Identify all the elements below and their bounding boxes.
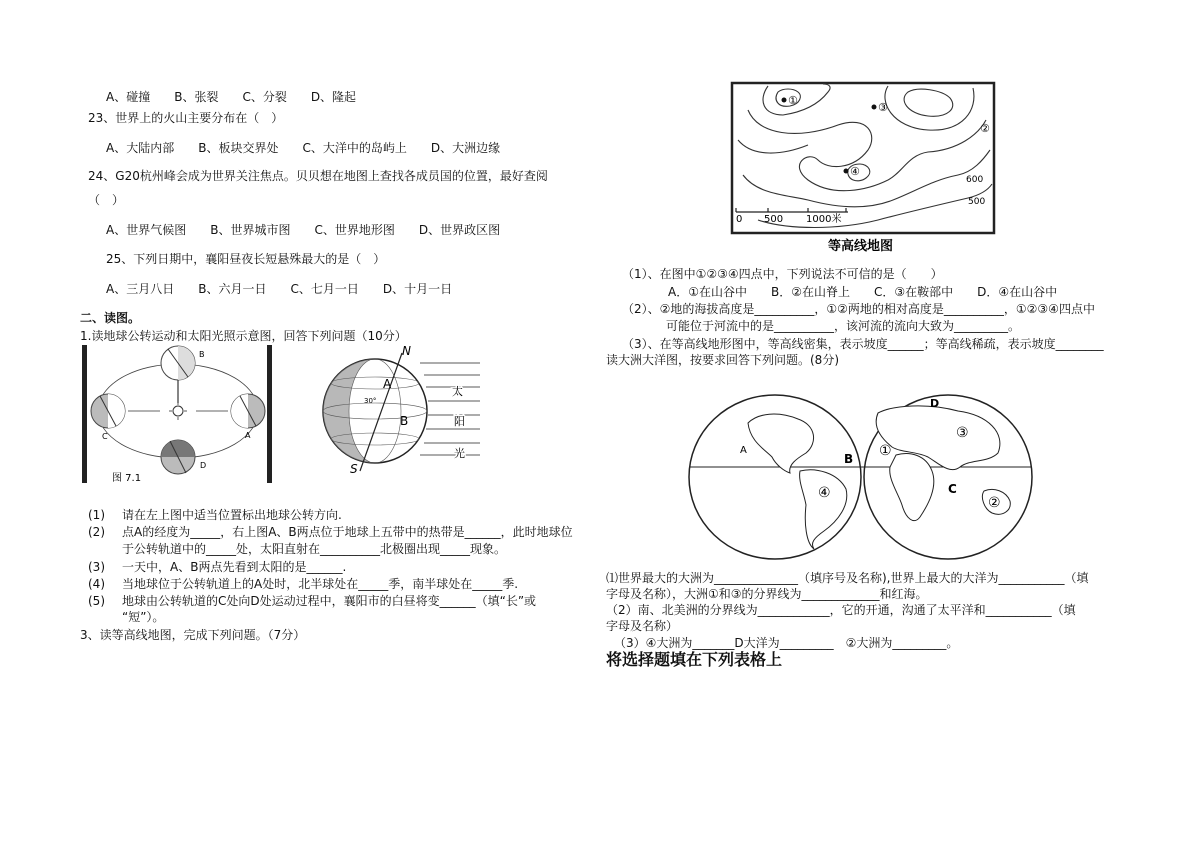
q24-options: A、世界气候图 B、世界城市图 C、世界地形图 D、世界政区图: [106, 223, 501, 237]
q25-options: A、三月八日 B、六月一日 C、七月一日 D、十月一日: [106, 282, 453, 296]
q23-stem: 23、世界上的火山主要分布在（ ）: [88, 111, 284, 125]
north-pole-label: N: [402, 344, 411, 358]
q24-stem: 24、G20杭州峰会成为世界关注焦点。贝贝想在地图上查找各成员国的位置，最好查阅: [88, 169, 548, 183]
ocean-a-label: A: [740, 445, 747, 456]
contour-q1-options: A．①在山谷中 B．②在山脊上 C．③在鞍部中 D．④在山谷中: [668, 285, 1058, 299]
world-q1: ⑴世界最大的大洲为______________（填序号及名称),世界上最大的大洋为___________（填: [606, 571, 1089, 585]
continent-3-label: ③: [956, 425, 969, 441]
world-q2: （2）南、北美洲的分界线为____________，它的开通，沟通了太平洋和___________（填: [606, 603, 1076, 617]
contour-500-label: 500: [968, 197, 986, 207]
scale-1000: 1000米: [806, 214, 842, 225]
contour-q3: （3）、在等高线地形图中，等高线密集，表示坡度______；等高线稀疏，表示坡度________: [622, 337, 1104, 351]
scale-500: 500: [764, 214, 784, 225]
world-q3: （3）④大洲为_______D大洋为_________ ②大洲为_________。: [614, 636, 959, 650]
world-map-intro: 读大洲大洋图，按要求回答下列问题。(8分): [606, 353, 839, 367]
r1-q5-num: (5): [88, 594, 105, 608]
q23-options: A、大陆内部 B、板块交界处 C、大洋中的岛屿上 D、大洲边缘: [106, 141, 501, 155]
orbit-label-b: B: [199, 350, 205, 359]
contour-q2: （2）、②地的海拔高度是__________，①②两地的相对高度是__________，①②③④四点中: [622, 302, 1095, 316]
figure-caption: 图 7.1: [112, 473, 142, 484]
q22-options: A、碰撞 B、张裂 C、分裂 D、隆起: [106, 90, 357, 104]
point-4-label: ④: [850, 165, 860, 178]
contour-q1: （1）、在图中①②③④四点中，下列说法不可信的是（ ）: [622, 267, 943, 281]
orbit-label-d: D: [200, 461, 207, 470]
latitude-label: 30°: [364, 397, 377, 405]
sunlight-label-3: 光: [454, 447, 465, 460]
r1-q4: 当地球位于公转轨道上的A处时，北半球处在_____季，南半球处在_____季.: [122, 577, 519, 591]
scale-zero: 0: [736, 214, 743, 225]
section-title: 二、读图。: [80, 311, 141, 325]
contour-map: [728, 80, 998, 255]
reading-1-title: 1.读地球公转运动和太阳光照示意图，回答下列问题（10分）: [80, 329, 407, 343]
continent-2-label: ②: [988, 495, 1001, 511]
south-pole-label: S: [350, 462, 358, 476]
continent-1-label: ①: [879, 443, 892, 459]
world-hemispheres-map: [688, 393, 1033, 563]
sunlight-label-2: 阳: [454, 415, 465, 428]
continent-4-label: ④: [818, 485, 831, 501]
r1-q1-num: (1): [88, 508, 105, 522]
r1-q5-cont: “短”）。: [122, 610, 165, 624]
ocean-b-label: B: [844, 452, 854, 466]
point-b-label: B: [400, 414, 409, 428]
orbit-label-a: A: [245, 431, 251, 440]
sunlight-label-1: 太: [452, 385, 463, 398]
r1-q1: 请在左上图中适当位置标出地球公转方向.: [122, 508, 342, 522]
q24-stem-cont: （ ）: [88, 193, 125, 207]
contour-q2-cont: 可能位于河流中的是__________，该河流的流向大致为_________。: [666, 319, 1021, 333]
orbit-diagram: [80, 343, 275, 485]
answer-table-instruction: 将选择题填在下列表格上: [606, 650, 783, 669]
r1-q2-num: (2): [88, 525, 105, 539]
point-3-label: ③: [878, 101, 888, 114]
orbit-label-c: C: [102, 432, 108, 441]
contour-map-title: 等高线地图: [828, 239, 894, 254]
r1-q3: 一天中，A、B两点先看到太阳的是______.: [122, 560, 347, 574]
r1-q3-num: (3): [88, 560, 105, 574]
sunlight-globe-diagram: [320, 343, 485, 478]
contour-600-label: 600: [966, 175, 984, 185]
q25-stem: 25、下列日期中，襄阳昼夜长短悬殊最大的是（ ）: [106, 252, 386, 266]
point-2-label: ②: [980, 122, 990, 135]
world-q2-cont: 字母及名称）: [606, 619, 679, 633]
ocean-d-label: D: [930, 397, 940, 410]
r1-q4-num: (4): [88, 577, 105, 591]
reading-3-title: 3、读等高线地图，完成下列问题。（7分）: [80, 628, 306, 642]
r1-q2: 点A的经度为_____，右上图A、B两点位于地球上五带中的热带是______，此时地球位: [122, 525, 573, 539]
r1-q5: 地球由公转轨道的C处向D处运动过程中，襄阳市的白昼将变______（填“长”或: [122, 594, 537, 608]
ocean-c-label: C: [948, 482, 957, 496]
r1-q2-cont: 于公转轨道中的_____处，太阳直射在__________北极圈出现_____现象。: [122, 542, 507, 556]
point-a-label: A: [383, 377, 392, 391]
world-q1-cont: 字母及名称），大洲①和③的分界线为_____________和红海。: [606, 587, 928, 601]
point-1-label: ①: [788, 94, 798, 107]
